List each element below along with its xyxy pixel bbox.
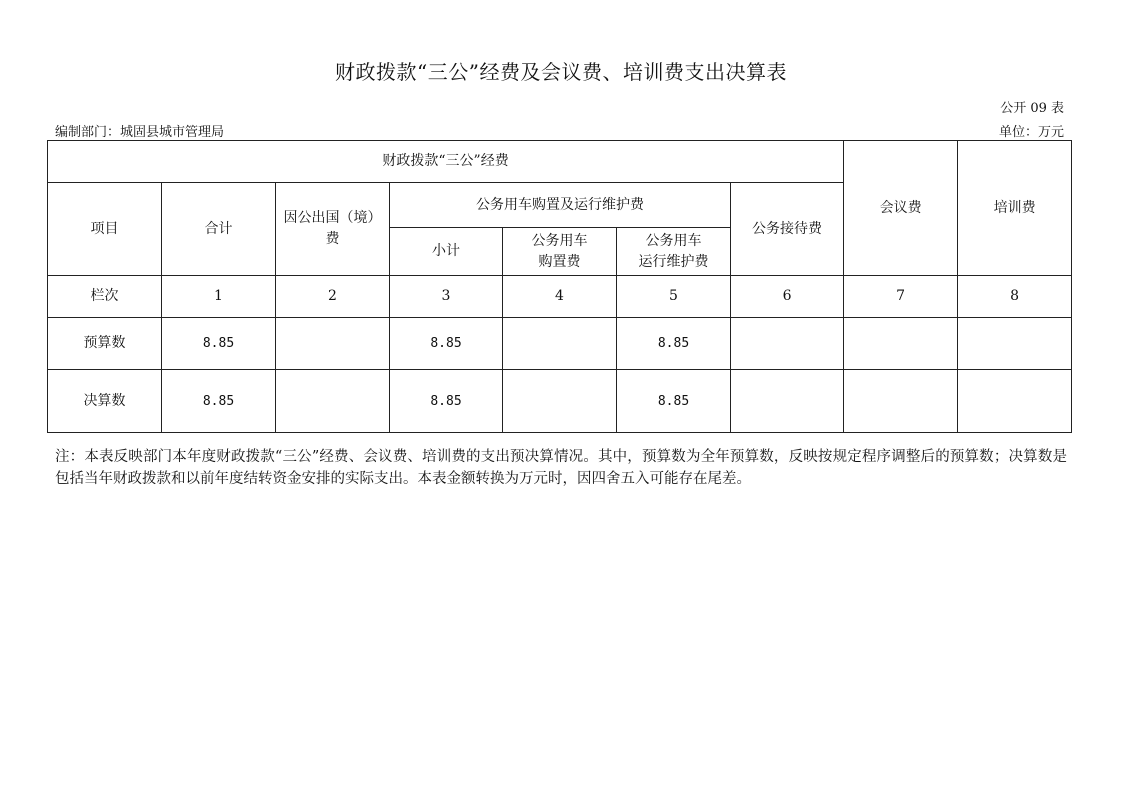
table-cell: 8.85	[617, 370, 731, 433]
table-cell	[731, 370, 844, 433]
table-cell	[276, 370, 390, 433]
header-item: 项目	[48, 183, 162, 276]
table-cell: 8.85	[390, 318, 503, 370]
column-index-4: 4	[503, 276, 617, 318]
header-reception: 公务接待费	[731, 183, 844, 276]
row-label: 预算数	[48, 318, 162, 370]
column-index-row	[48, 276, 1072, 318]
table-row-final	[48, 370, 1072, 433]
table-cell	[503, 370, 617, 433]
row-label: 决算数	[48, 370, 162, 433]
header-abroad	[276, 183, 390, 276]
header-row-1	[48, 141, 1072, 183]
header-vehicle-operation-line1: 公务用车	[645, 232, 702, 249]
header-vehicle-purchase-line2: 购置费	[538, 253, 581, 270]
table-cell	[958, 370, 1072, 433]
column-index-3: 3	[390, 276, 503, 318]
column-index-8: 8	[958, 276, 1072, 318]
header-vehicle-group: 公务用车购置及运行维护费	[390, 183, 731, 228]
column-index-5: 5	[617, 276, 731, 318]
header-abroad-line2: 费	[325, 231, 340, 247]
table-cell: 8.85	[617, 318, 731, 370]
column-index-1: 1	[162, 276, 276, 318]
header-subtotal: 小计	[390, 228, 503, 276]
table-cell: 8.85	[390, 370, 503, 433]
header-training-fee: 培训费	[958, 141, 1072, 276]
column-index-label: 栏次	[48, 276, 162, 318]
table-cell: 8.85	[162, 370, 276, 433]
table-code: 公开 09 表	[1000, 101, 1064, 116]
table-cell	[958, 318, 1072, 370]
column-index-7: 7	[844, 276, 958, 318]
header-total: 合计	[162, 183, 276, 276]
header-vehicle-purchase	[503, 228, 617, 276]
table-cell	[276, 318, 390, 370]
column-index-6: 6	[731, 276, 844, 318]
department-label: 编制部门：城固县城市管理局	[55, 125, 225, 140]
header-sangong-group: 财政拨款“三公”经费	[48, 141, 844, 183]
table-cell	[503, 318, 617, 370]
header-vehicle-purchase-line1: 公务用车	[531, 232, 588, 249]
table-cell: 8.85	[162, 318, 276, 370]
header-vehicle-operation	[617, 228, 731, 276]
page-title: 财政拨款“三公”经费及会议费、培训费支出决算表	[335, 60, 787, 84]
table-cell	[731, 318, 844, 370]
header-meeting-fee: 会议费	[844, 141, 958, 276]
unit-label: 单位：万元	[998, 125, 1064, 140]
header-vehicle-operation-line2: 运行维护费	[638, 253, 709, 270]
table-cell	[844, 370, 958, 433]
expenditure-table	[47, 140, 1072, 433]
table-cell	[844, 318, 958, 370]
footnote: 注：本表反映部门本年度财政拨款“三公”经费、会议费、培训费的支出预决算情况。其中，预算数为全年预算数，反映按规定程序调整后的预算数；决算数是包括当年财政拨款和以前年度结转资金安排的实际支出。本表金额转换为万元时，因四舍五入可能存在尾差。	[55, 449, 1067, 487]
table-row-budget	[48, 318, 1072, 370]
header-abroad-line1: 因公出国（境）	[283, 210, 382, 226]
column-index-2: 2	[276, 276, 390, 318]
